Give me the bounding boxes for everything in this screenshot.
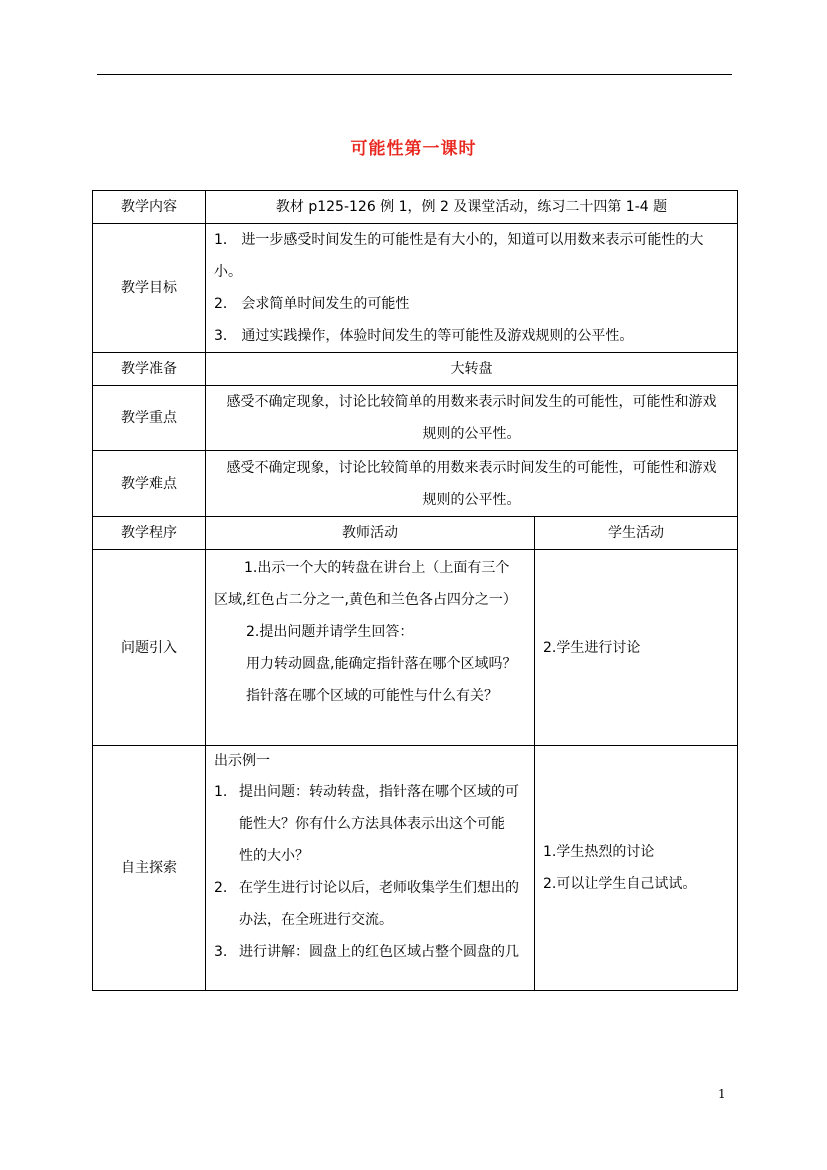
item-number: 3. [214,944,228,960]
row-key-points [93,386,738,451]
intro-line: 指针落在哪个区域的可能性与什么有关？ [246,688,498,704]
explore-teacher-cell [206,746,535,991]
lesson-plan-table [92,190,738,991]
intro-student-cell: 2.学生进行讨论 [535,550,738,746]
item-text [239,776,528,872]
item-text [239,872,528,936]
row-difficult-points [93,451,738,517]
student-line: 1.学生热烈的讨论 [543,844,655,860]
row-explore [93,746,738,991]
intro-line: 2.提出问题并请学生回答： [246,624,414,640]
item-line: 进行讲解：圆盘上的红色区域占整个圆盘的几 [239,944,519,960]
difficult-line: 感受不确定现象，讨论比较简单的用数来表示时间发生的可能性，可能性和游戏 [226,459,717,476]
key-line: 规则的公平性。 [422,426,521,442]
explore-item [214,776,528,872]
key-points-cell [206,386,738,451]
goals-cell [206,224,738,353]
explore-item [214,936,528,968]
intro-line: 区域,红色占二分之一,黄色和兰色各占四分之一） [214,592,517,608]
item-line: 在学生进行讨论以后，老师收集学生们想出的 [239,880,519,896]
item-line: 提出问题：转动转盘，指针落在哪个区域的可 [239,784,519,800]
row-prep [93,353,738,386]
row-label: 问题引入 [93,550,206,746]
prep-value: 大转盘 [206,353,738,386]
teacher-activity-header: 教师活动 [206,517,535,550]
row-label: 教学准备 [93,353,206,386]
intro-line: 1.出示一个大的转盘在讲台上（上面有三个 [244,560,510,576]
difficult-line: 规则的公平性。 [422,491,521,508]
explore-student-cell [535,746,738,991]
row-label: 自主探索 [93,746,206,991]
page-number: 1 [718,1087,726,1101]
explore-item [214,872,528,936]
row-intro [93,550,738,746]
item-line: 性的大小？ [239,848,309,864]
row-label: 教学重点 [93,386,206,451]
key-line: 感受不确定现象，讨论比较简单的用数来表示时间发生的可能性，可能性和游戏 [226,394,717,410]
item-text [239,936,528,968]
goal-item: 1． 进一步感受时间发生的可能性是有大小的，知道可以用数来表示可能性的大小。 [214,232,704,280]
row-content [93,191,738,224]
item-line: 能性大？你有什么方法具体表示出这个可能 [239,816,505,832]
intro-line: 用力转动圆盘,能确定指针落在哪个区域吗？ [246,656,517,672]
row-procedure-header [93,517,738,550]
row-label: 教学内容 [93,191,206,224]
row-label: 教学程序 [93,517,206,550]
item-number: 1. [214,784,228,800]
item-line: 办法，在全班进行交流。 [239,912,393,928]
content-value: 教材 p125-126 例 1，例 2 及课堂活动，练习二十四第 1-4 题 [206,191,738,224]
goal-item: 2． 会求简单时间发生的可能性 [214,296,410,312]
page-title: 可能性第一课时 [350,139,477,159]
row-label: 教学目标 [93,224,206,353]
row-label: 教学难点 [93,451,206,517]
item-number: 2. [214,880,228,896]
student-activity-header: 学生活动 [535,517,738,550]
student-line: 2.可以让学生自己试试。 [543,876,697,892]
difficult-points-cell [206,451,738,517]
row-goals [93,224,738,353]
header-rule [97,74,732,75]
goal-item: 3． 通过实践操作，体验时间发生的等可能性及游戏规则的公平性。 [214,328,634,344]
explore-heading: 出示例一 [214,753,270,769]
intro-teacher-cell [206,550,535,746]
